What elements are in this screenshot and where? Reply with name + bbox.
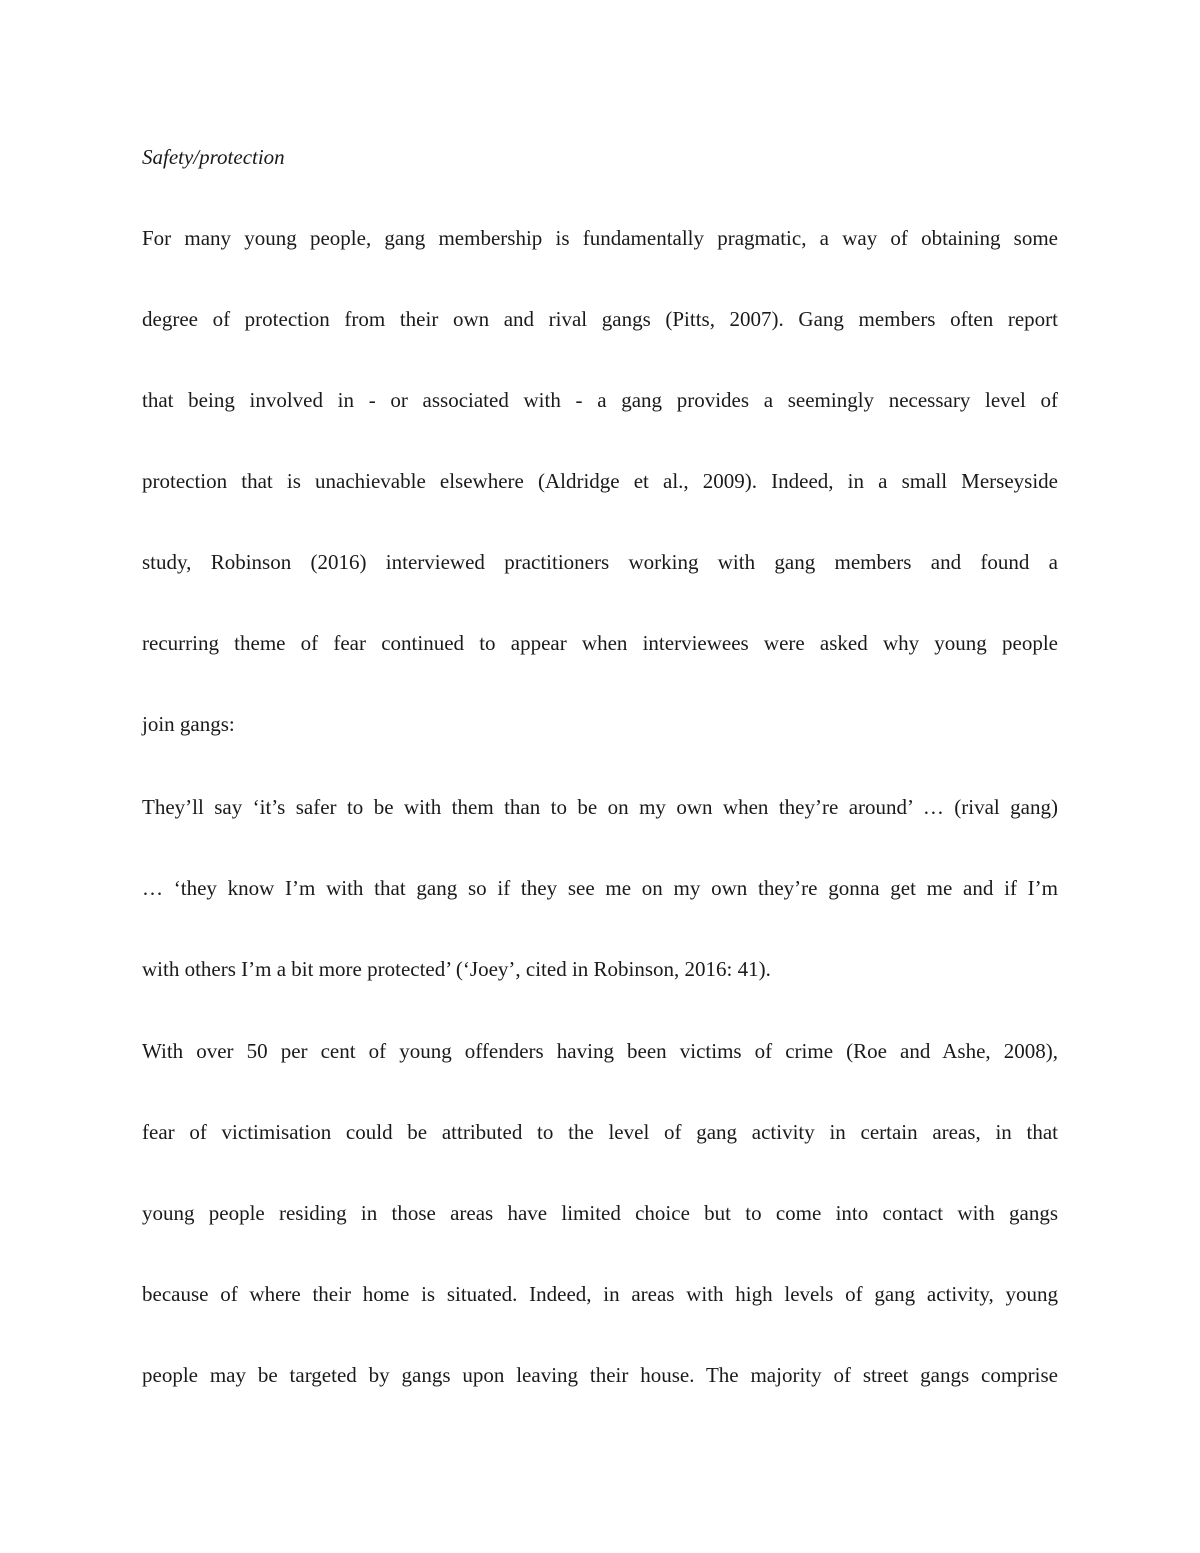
section-heading: Safety/protection [142,145,285,169]
quote-line: with others I’m a bit more protected’ (‘Joey’, cited in Robinson, 2016: 41). [142,957,771,981]
paragraph-line: protection that is unachievable elsewhere (Aldridge et al., 2009). Indeed, in a small Merseyside [142,469,1058,493]
paragraph-line: that being involved in - or associated with - a gang provides a seemingly necessary level of [142,388,1058,412]
paragraph-line: With over 50 per cent of young offenders having been victims of crime (Roe and Ashe, 2008), [142,1039,1058,1063]
paragraph-line: study, Robinson (2016) interviewed practitioners working with gang members and found a [142,550,1058,574]
paragraph-line: because of where their home is situated. Indeed, in areas with high levels of gang activity, young [142,1282,1058,1306]
paragraph-line: fear of victimisation could be attributed to the level of gang activity in certain areas, in that [142,1120,1058,1144]
paragraph-line: join gangs: [142,712,235,736]
paragraph-line: For many young people, gang membership is fundamentally pragmatic, a way of obtaining some [142,226,1058,250]
paragraph-line: young people residing in those areas have limited choice but to come into contact with gangs [142,1201,1058,1225]
quote-line: They’ll say ‘it’s safer to be with them than to be on my own when they’re around’ … (rival gang) [142,795,1058,819]
paragraph-line: degree of protection from their own and rival gangs (Pitts, 2007). Gang members often report [142,307,1058,331]
paragraph-line: recurring theme of fear continued to appear when interviewees were asked why young people [142,631,1058,655]
quote-line: … ‘they know I’m with that gang so if they see me on my own they’re gonna get me and if I’m [142,876,1058,900]
paragraph-line: people may be targeted by gangs upon leaving their house. The majority of street gangs comprise [142,1363,1058,1387]
